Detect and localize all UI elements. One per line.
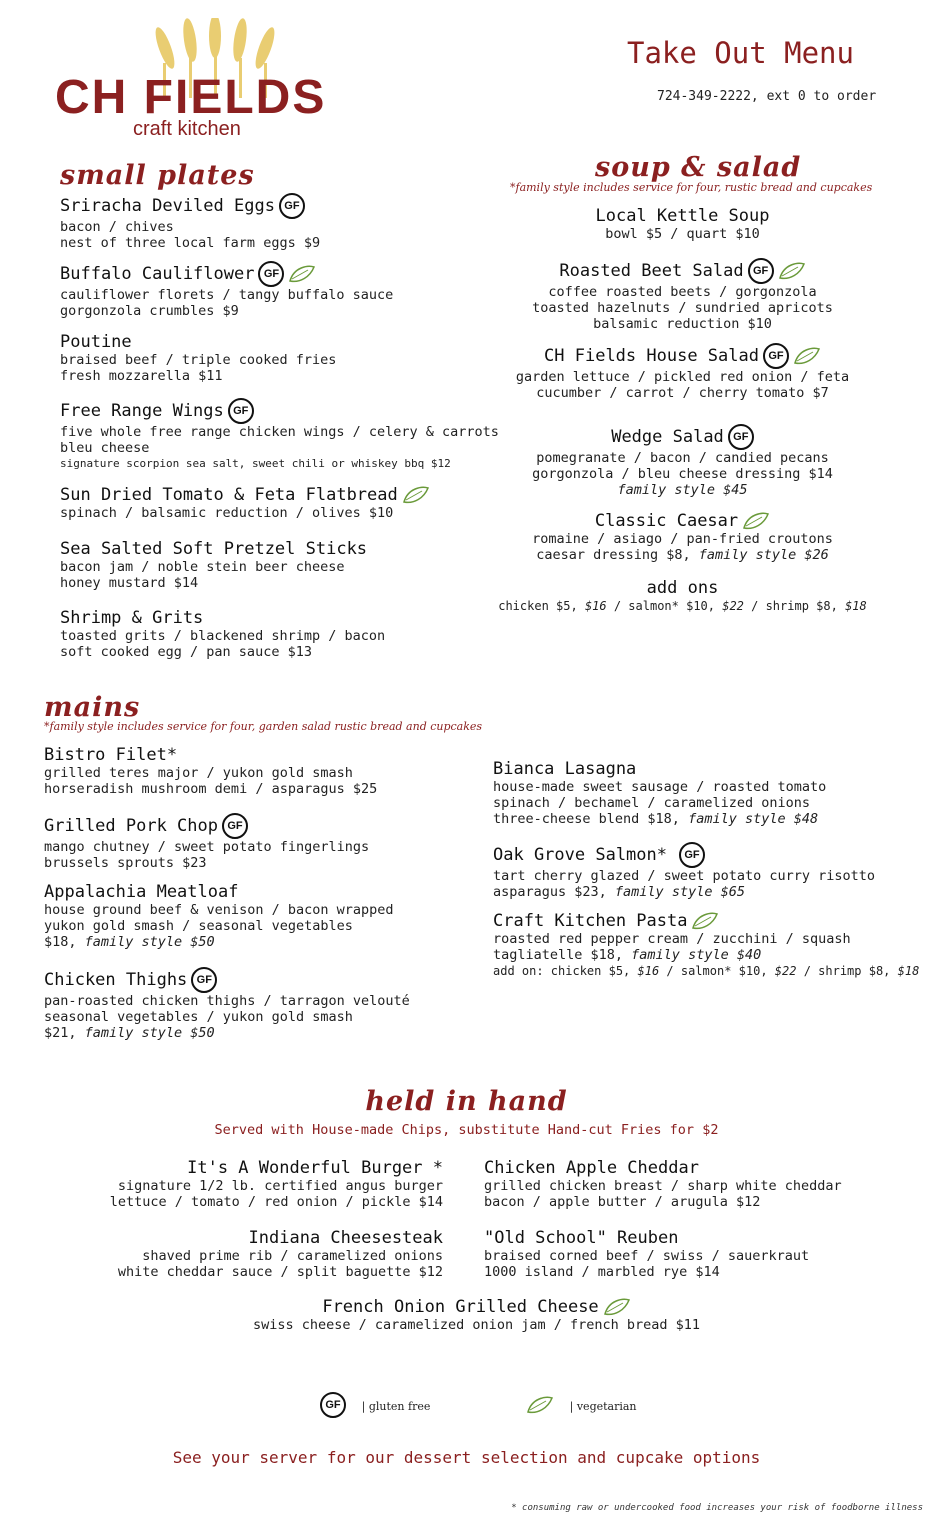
item-desc (493, 884, 875, 900)
family-price: family style $40 (631, 947, 762, 963)
vegetarian-leaf-icon (691, 912, 719, 930)
item-name: Oak Grove Salmon* (493, 845, 667, 865)
item-name: add ons (646, 578, 719, 598)
menu-item (44, 745, 377, 797)
family-price: family style $50 (84, 1025, 215, 1041)
item-name: Appalachia Meatloaf (44, 882, 239, 902)
item-desc: gorgonzola / bleu cheese dressing $14 (532, 466, 833, 482)
menu-item (470, 578, 895, 614)
item-desc: braised corned beef / swiss / sauerkraut (484, 1248, 810, 1264)
vegetarian-leaf-icon (288, 265, 316, 283)
logo-name: CH FIELDS (55, 71, 327, 124)
item-desc: spinach / bechamel / caramelized onions (493, 795, 810, 811)
menu-item (493, 842, 875, 900)
item-name: Indiana Cheesesteak (248, 1228, 443, 1248)
family-price: family style $48 (688, 811, 819, 827)
item-desc: signature 1/2 lb. certified angus burger (117, 1178, 443, 1194)
vegetarian-leaf-icon (402, 486, 430, 504)
item-desc: bowl $5 / quart $10 (605, 226, 760, 242)
menu-item (470, 258, 895, 332)
item-desc: braised beef / triple cooked fries (60, 352, 337, 368)
item-name: Sea Salted Soft Pretzel Sticks (60, 539, 368, 559)
menu-item (493, 911, 919, 979)
mains-note: *family style includes service for four, garden salad rustic bread and cupcakes (44, 720, 483, 733)
item-desc: bacon / apple butter / arugula $12 (484, 1194, 761, 1210)
mains-heading: mains (44, 692, 141, 723)
item-desc: garden lettuce / pickled red onion / feta (515, 369, 850, 385)
logo-subtitle: craft kitchen (133, 118, 241, 140)
item-desc: bacon / chives (60, 219, 174, 235)
item-name: Shrimp & Grits (60, 608, 204, 628)
gluten-free-icon: GF (728, 424, 754, 450)
soup-salad-note: *family style includes service for four, rustic bread and cupcakes (510, 181, 873, 194)
item-name: CH Fields House Salad (544, 346, 759, 366)
vegetarian-leaf-icon (603, 1298, 631, 1316)
item-desc: cauliflower florets / tangy buffalo sauce (60, 287, 394, 303)
price-text: asparagus $23, (493, 884, 615, 900)
gluten-free-icon: GF (228, 398, 254, 424)
menu-item (44, 882, 394, 950)
item-desc: 1000 island / marbled rye $14 (484, 1264, 720, 1280)
item-desc: nest of three local farm eggs $9 (60, 235, 321, 251)
item-desc: chicken $5, $16 / salmon* $10, $22 / shrimp $8, $18 (498, 599, 867, 613)
item-desc: shaved prime rib / caramelized onions (142, 1248, 443, 1264)
item-name: Chicken Thighs (44, 970, 188, 990)
item-desc: yukon gold smash / seasonal vegetables (44, 918, 353, 934)
gluten-free-icon: GF (191, 967, 217, 993)
item-desc (493, 947, 919, 963)
menu-item (60, 193, 320, 251)
item-desc: grilled chicken breast / sharp white cheddar (484, 1178, 842, 1194)
vegetarian-leaf-icon (742, 512, 770, 530)
legend (320, 1392, 637, 1418)
item-desc: add on: chicken $5, $16 / salmon* $10, $22 / shrimp $8, $18 (493, 964, 920, 978)
item-desc: pomegranate / bacon / candied pecans (536, 450, 829, 466)
item-desc: honey mustard $14 (60, 575, 199, 591)
family-price: family style $65 (614, 884, 745, 900)
order-phone: 724-349-2222, ext 0 to order (657, 89, 877, 104)
gluten-free-icon: GF (222, 813, 248, 839)
item-desc: tart cherry glazed / sweet potato curry risotto (493, 868, 876, 884)
item-desc: family style $45 (617, 482, 748, 498)
menu-item (470, 511, 895, 563)
item-name: It's A Wonderful Burger * (187, 1158, 443, 1178)
item-desc (44, 1025, 410, 1041)
vegetarian-leaf-icon (526, 1396, 554, 1414)
item-name: "Old School" Reuben (484, 1228, 679, 1248)
item-name: Sun Dried Tomato & Feta Flatbread (60, 485, 398, 505)
item-desc: grilled teres major / yukon gold smash (44, 765, 353, 781)
page-title: Take Out Menu (627, 36, 854, 70)
item-desc: mango chutney / sweet potato fingerlings (44, 839, 370, 855)
price-text: $21, (44, 1025, 85, 1041)
item-desc: house ground beef & venison / bacon wrapped (44, 902, 394, 918)
price-text: tagliatelle $18, (493, 947, 632, 963)
family-price: family style $50 (84, 934, 215, 950)
item-desc: swiss cheese / caramelized onion jam / french bread $11 (252, 1317, 701, 1333)
item-name: Buffalo Cauliflower (60, 264, 255, 284)
menu-item (110, 1158, 443, 1210)
gluten-free-icon: GF (279, 193, 305, 219)
held-in-hand-heading: held in hand (365, 1086, 568, 1117)
price-text: caesar dressing $8, (536, 547, 699, 563)
menu-item (484, 1228, 809, 1280)
menu-item (60, 398, 499, 472)
item-desc: coffee roasted beets / gorgonzola (548, 284, 817, 300)
logo (55, 18, 385, 143)
item-desc: roasted red pepper cream / zucchini / squash (493, 931, 851, 947)
menu-item (60, 608, 385, 660)
item-name: Wedge Salad (611, 427, 724, 447)
item-desc: bleu cheese (60, 440, 150, 456)
vegetarian-label: | vegetarian (569, 1399, 637, 1413)
item-desc: horseradish mushroom demi / asparagus $25 (44, 781, 378, 797)
menu-item (470, 424, 895, 498)
menu-item (484, 1158, 842, 1210)
menu-item (60, 539, 367, 591)
item-desc: pan-roasted chicken thighs / tarragon velouté (44, 993, 410, 1009)
item-name: Bianca Lasagna (493, 759, 637, 779)
item-name: French Onion Grilled Cheese (322, 1297, 599, 1317)
menu-item (44, 813, 369, 871)
item-name: Chicken Apple Cheddar (484, 1158, 699, 1178)
small-plates-heading: small plates (60, 160, 255, 191)
item-desc: gorgonzola crumbles $9 (60, 303, 239, 319)
item-name: Craft Kitchen Pasta (493, 911, 688, 931)
item-desc: house-made sweet sausage / roasted tomato (493, 779, 827, 795)
menu-item (470, 343, 895, 401)
held-in-hand-subtitle: Served with House-made Chips, substitute Hand-cut Fries for $2 (214, 1122, 719, 1138)
item-desc: cucumber / carrot / cherry tomato $7 (536, 385, 829, 401)
item-name: Poutine (60, 332, 132, 352)
item-desc: brussels sprouts $23 (44, 855, 207, 871)
gluten-free-icon: GF (320, 1392, 346, 1418)
item-name: Local Kettle Soup (595, 206, 770, 226)
price-text: three-cheese blend $18, (493, 811, 689, 827)
raw-food-warning: * consuming raw or undercooked food increases your risk of foodborne illness (511, 1503, 923, 1513)
item-desc: white cheddar sauce / split baguette $12 (117, 1264, 443, 1280)
family-price: family style $26 (698, 547, 829, 563)
item-desc: lettuce / tomato / red onion / pickle $14 (109, 1194, 443, 1210)
menu-item (60, 485, 430, 521)
item-desc: soft cooked egg / pan sauce $13 (60, 644, 312, 660)
item-desc: toasted hazelnuts / sundried apricots (532, 300, 833, 316)
gluten-free-icon: GF (258, 261, 284, 287)
item-desc: romaine / asiago / pan-fried croutons (532, 531, 833, 547)
item-desc: seasonal vegetables / yukon gold smash (44, 1009, 353, 1025)
gluten-free-icon: GF (748, 258, 774, 284)
menu-item (493, 759, 826, 827)
item-desc: balsamic reduction $10 (593, 316, 772, 332)
item-name: Grilled Pork Chop (44, 816, 218, 836)
item-name: Free Range Wings (60, 401, 224, 421)
menu-item (60, 332, 336, 384)
item-desc: fresh mozzarella $11 (60, 368, 223, 384)
menu-item (44, 967, 410, 1041)
item-desc: toasted grits / blackened shrimp / bacon (60, 628, 386, 644)
menu-item (118, 1228, 443, 1280)
item-desc: five whole free range chicken wings / celery & carrots (60, 424, 499, 440)
gluten-free-icon: GF (763, 343, 789, 369)
vegetarian-leaf-icon (793, 347, 821, 365)
vegetarian-leaf-icon (778, 262, 806, 280)
menu-item (0, 1297, 933, 1333)
item-desc (493, 811, 826, 827)
gluten-free-label: | gluten free (361, 1399, 431, 1413)
soup-salad-heading: soup & salad (595, 152, 802, 183)
item-desc (44, 934, 394, 950)
item-desc: bacon jam / noble stein beer cheese (60, 559, 345, 575)
menu-item (60, 261, 393, 319)
price-text: $18, (44, 934, 85, 950)
dessert-note: See your server for our dessert selection and cupcake options (172, 1448, 761, 1467)
item-desc: spinach / balsamic reduction / olives $10 (60, 505, 394, 521)
item-name: Roasted Beet Salad (559, 261, 744, 281)
item-name: Bistro Filet* (44, 745, 178, 765)
gluten-free-icon: GF (679, 842, 705, 868)
item-desc (470, 547, 895, 563)
item-name: Sriracha Deviled Eggs (60, 196, 275, 216)
menu-item (470, 206, 895, 242)
item-name: Classic Caesar (594, 511, 739, 531)
item-desc: signature scorpion sea salt, sweet chili or whiskey bbq $12 (60, 457, 451, 470)
